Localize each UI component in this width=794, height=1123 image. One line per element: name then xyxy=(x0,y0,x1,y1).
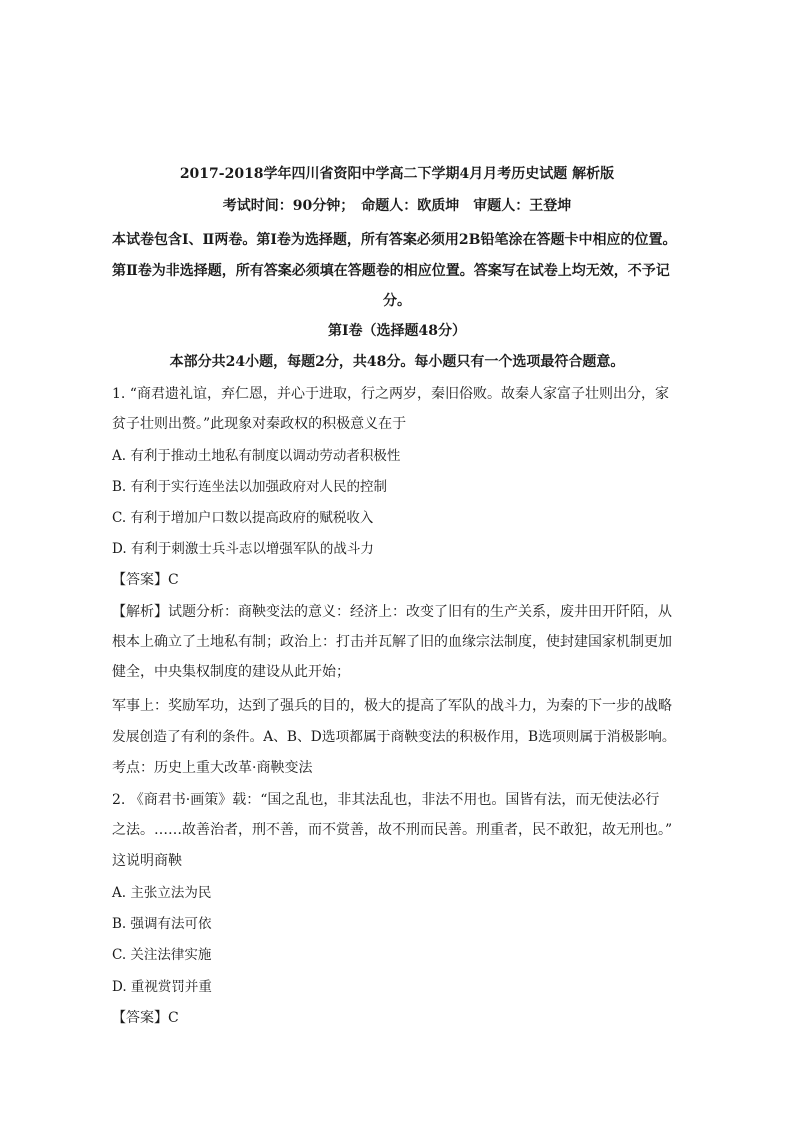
q2-option-c: C. 关注法律实施 xyxy=(112,947,212,963)
q1-option-b: B. 有利于实行连坐法以加强政府对人民的控制 xyxy=(112,479,388,495)
q1-answer: 【答案】C xyxy=(112,572,179,588)
q1-analysis-line-5: 发展创造了有利的条件。A、B、D选项都属于商鞅变法的积极作用，B选项则属于消极影响。 xyxy=(112,729,676,745)
q1-stem-line-2: 贫子壮则出赘。”此现象对秦政权的积极意义在于 xyxy=(112,416,407,432)
q1-analysis-line-1: 【解析】试题分析：商鞅变法的意义：经济上：改变了旧有的生产关系，废井田开阡陌，从 xyxy=(112,604,672,620)
intro-line-1: 本试卷包含Ⅰ、Ⅱ两卷。第Ⅰ卷为选择题，所有答案必须用2B铅笔涂在答题卡中相应的位置。 xyxy=(112,232,677,248)
q2-option-b: B. 强调有法可依 xyxy=(112,916,212,932)
document-title: 2017-2018学年四川省资阳中学高二下学期4月月考历史试题 解析版 xyxy=(179,166,615,182)
q2-stem-line-3: 这说明商鞅 xyxy=(112,853,182,869)
q1-analysis-line-2: 根本上确立了土地私有制；政治上：打击并瓦解了旧的血缘宗法制度，使封建国家机制更加 xyxy=(112,634,672,650)
q1-option-c: C. 有利于增加户口数以提高政府的赋税收入 xyxy=(112,510,374,526)
q1-analysis-line-3: 健全，中央集权制度的建设从此开始； xyxy=(112,664,350,680)
q2-answer: 【答案】C xyxy=(112,1010,179,1026)
intro-line-3: 分。 xyxy=(383,293,411,309)
q1-option-d: D. 有利于刺激士兵斗志以增强军队的战斗力 xyxy=(112,541,374,557)
q2-stem-line-2: 之法。……故善治者，刑不善，而不赏善，故不刑而民善。刑重者，民不敢犯，故无刑也。” xyxy=(112,822,673,838)
q1-point: 考点：历史上重大改革·商鞅变法 xyxy=(112,760,313,776)
q2-stem-line-1: 2. 《商君书·画策》载：“国之乱也，非其法乱也，非法不用也。国皆有法，而无使法必行 xyxy=(112,792,660,808)
intro-line-2: 第Ⅱ卷为非选择题，所有答案必须填在答题卷的相应位置。答案写在试卷上均无效，不予记 xyxy=(112,263,670,279)
q1-option-a: A. 有利于推动土地私有制度以调动劳动者积极性 xyxy=(112,448,401,464)
q1-analysis-line-4: 军事上：奖励军功，达到了强兵的目的，极大的提高了军队的战斗力，为秦的下一步的战略 xyxy=(112,698,672,714)
section-note: 本部分共24小题，每题2分，共48分。每小题只有一个选项最符合题意。 xyxy=(169,354,625,370)
exam-info: 考试时间：90分钟； 命题人：欧质坤 审题人：王登坤 xyxy=(222,198,572,214)
q2-option-a: A. 主张立法为民 xyxy=(112,885,212,901)
section-title: 第Ⅰ卷（选择题48分） xyxy=(327,323,467,339)
q2-option-d: D. 重视赏罚并重 xyxy=(112,979,212,995)
q1-stem-line-1: 1. “商君遗礼谊，弃仁恩，并心于进取，行之两岁，秦旧俗败。故秦人家富子壮则出分，家 xyxy=(112,386,669,402)
